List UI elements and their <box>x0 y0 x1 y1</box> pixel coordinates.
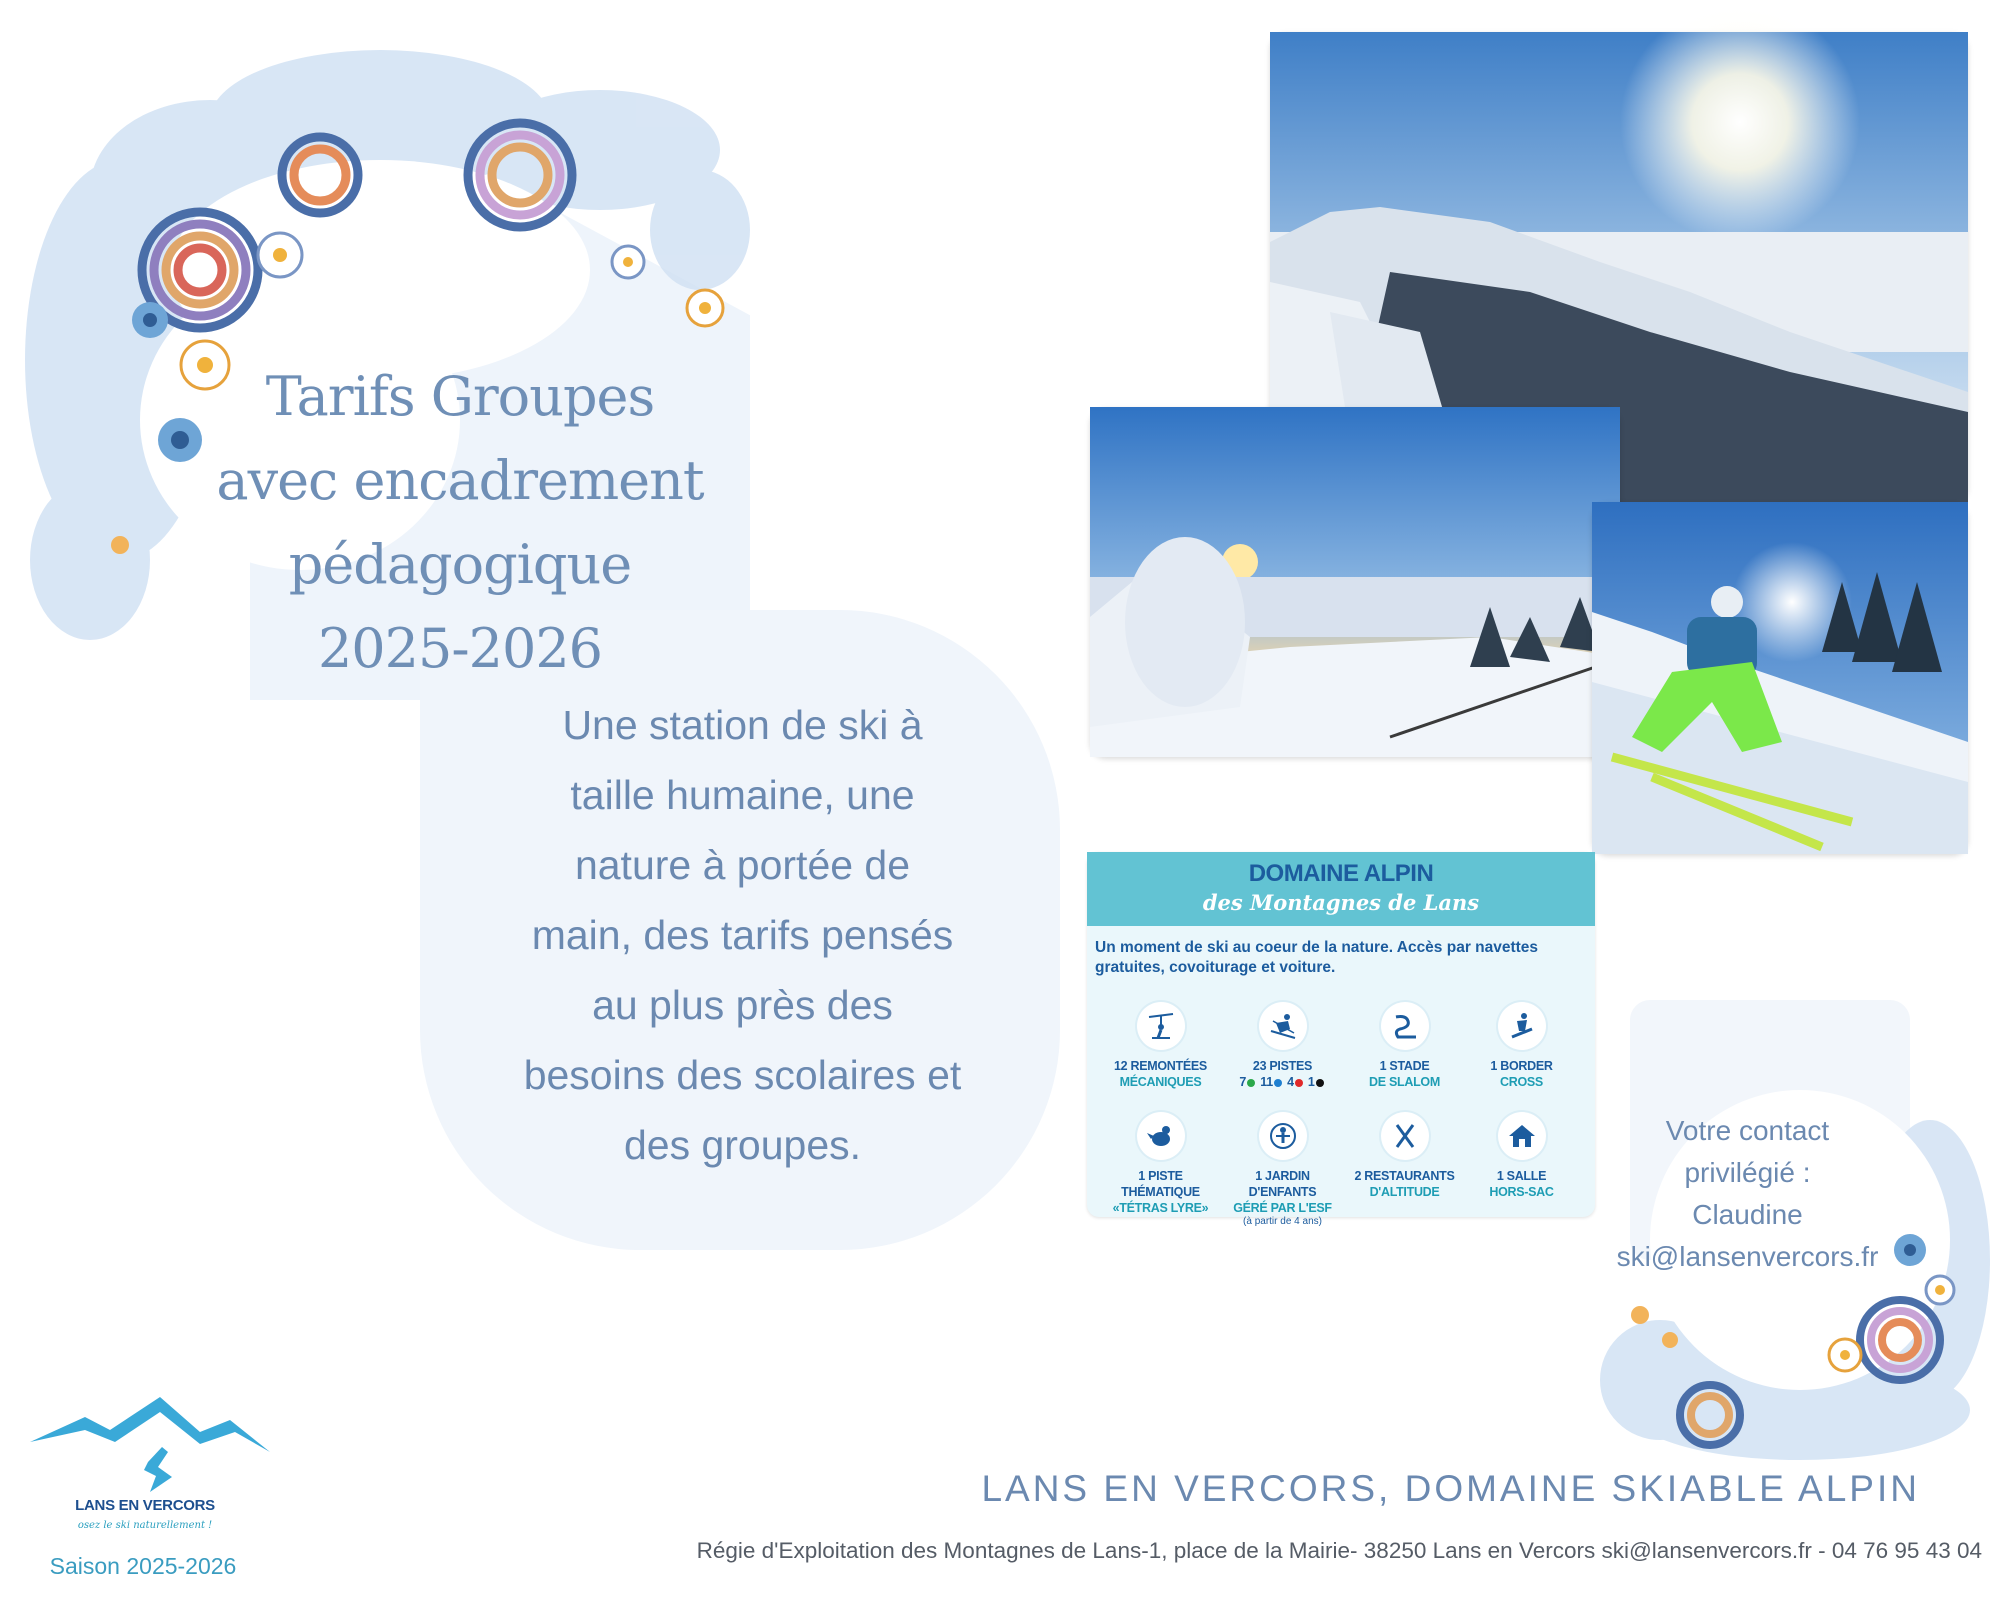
card-description: Un moment de ski au coeur de la nature. Accès par navettes gratuites, covoiturage et voiture. <box>1095 939 1539 976</box>
mountain-logo-icon <box>30 1392 270 1502</box>
photo-sea-of-clouds <box>1090 407 1620 757</box>
blue-dot <box>1274 1079 1282 1087</box>
green-dot <box>1247 1079 1255 1087</box>
skier-icon <box>1259 1002 1307 1050</box>
stat-sublabel: «TÉTRAS LYRE» <box>1112 1201 1209 1215</box>
card-header <box>1087 852 1595 926</box>
card-subtitle: des Montagnes de Lans <box>1202 890 1480 915</box>
contact-email-link[interactable]: ski@lansenvercors.fr <box>1616 1241 1879 1272</box>
stat-note: (à partir de 4 ans) <box>1243 1216 1322 1227</box>
stat-label: 1 BORDER <box>1490 1059 1553 1073</box>
stat-label: 2 RESTAURANTS <box>1354 1169 1455 1183</box>
restaurant-icon <box>1381 1112 1429 1160</box>
black-piste-count: 1 <box>1307 1075 1315 1089</box>
house-icon <box>1498 1112 1546 1160</box>
stat-label: 1 PISTE THÉMATIQUE <box>1121 1169 1200 1199</box>
intro-line: besoins des scolaires et <box>523 1052 962 1098</box>
stat-lifts <box>1098 1002 1223 1090</box>
blue-piste-count: 11 <box>1260 1075 1273 1089</box>
logo-slogan: osez le ski naturellement ! <box>77 1520 213 1531</box>
stat-restaurants <box>1342 1112 1467 1200</box>
ski-lift-icon <box>1137 1002 1185 1050</box>
black-dot <box>1316 1079 1324 1087</box>
stat-sublabel: D'ALTITUDE <box>1369 1185 1440 1199</box>
stat-label: 12 REMONTÉES <box>1114 1059 1207 1073</box>
stat-thematic-piste <box>1098 1112 1223 1216</box>
red-dot <box>1295 1079 1303 1087</box>
card-title: DOMAINE ALPIN <box>1248 860 1434 887</box>
intro-paragraph <box>470 690 1015 1180</box>
title-line: Tarifs Groupes <box>265 365 655 428</box>
snowboard-icon <box>1498 1002 1546 1050</box>
domain-info-card <box>1087 852 1595 1227</box>
contact-name: Claudine <box>1692 1199 1803 1230</box>
photo-skier <box>1592 502 1968 854</box>
stat-sublabel: MÉCANIQUES <box>1119 1075 1202 1089</box>
contact-block <box>1600 1110 1895 1278</box>
stat-sublabel: GÉRÉ PAR L'ESF <box>1233 1201 1332 1215</box>
stat-picnic-room <box>1459 1112 1584 1200</box>
intro-line: des groupes. <box>623 1122 862 1168</box>
stat-kids-garden <box>1220 1112 1345 1227</box>
intro-line: au plus près des <box>592 982 893 1028</box>
footer-title: LANS EN VERCORS, DOMAINE SKIABLE ALPIN <box>981 1468 1920 1509</box>
stat-pistes <box>1220 1002 1345 1090</box>
stat-sublabel: DE SLALOM <box>1369 1075 1440 1089</box>
stat-sublabel: HORS-SAC <box>1489 1185 1554 1199</box>
contact-label: privilégié : <box>1684 1157 1811 1188</box>
stat-label: 1 SALLE <box>1496 1169 1547 1183</box>
stat-label: 23 PISTES <box>1252 1059 1313 1073</box>
piste-colors <box>1220 1074 1345 1090</box>
intro-line: taille humaine, une <box>570 772 915 818</box>
stat-border-cross <box>1459 1002 1584 1090</box>
intro-line: nature à portée de <box>574 842 911 888</box>
stat-slalom <box>1342 1002 1467 1090</box>
title-line: pédagogique <box>288 533 632 596</box>
slalom-icon <box>1381 1002 1429 1050</box>
title-line: avec encadrement <box>216 449 704 512</box>
stat-sublabel: CROSS <box>1500 1075 1543 1089</box>
title-year: 2025-2026 <box>317 617 603 680</box>
grouse-icon <box>1137 1112 1185 1160</box>
season-label: Saison 2025-2026 <box>49 1553 237 1579</box>
intro-line: main, des tarifs pensés <box>531 912 954 958</box>
page-title <box>190 355 730 691</box>
intro-line: Une station de ski à <box>562 702 923 748</box>
contact-label: Votre contact <box>1665 1115 1830 1146</box>
footer-address: Régie d'Exploitation des Montagnes de Lans-1, place de la Mairie- 38250 Lans en Vercors ski@lansenvercors.fr - 04 76 95 43 04 <box>696 1538 1982 1563</box>
red-piste-count: 4 <box>1287 1075 1294 1089</box>
stat-label: 1 JARDIN D'ENFANTS <box>1248 1169 1317 1199</box>
kids-garden-icon <box>1259 1112 1307 1160</box>
logo-name: LANS EN VERCORS <box>75 1497 215 1514</box>
green-piste-count: 7 <box>1239 1075 1247 1089</box>
stat-label: 1 STADE <box>1379 1059 1430 1073</box>
